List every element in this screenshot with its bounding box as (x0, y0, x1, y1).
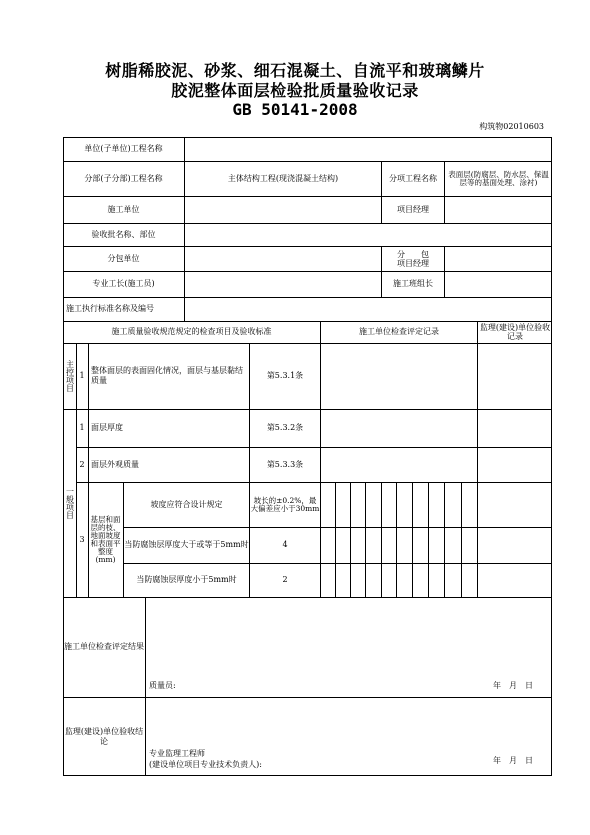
thick-lt5-desc: 当防腐蚀层厚度小于5mm时 (136, 575, 237, 584)
standard-label: 施工执行标准名称及编号 (66, 304, 154, 313)
construction-unit-label: 施工单位 (107, 204, 140, 214)
main-item-check-field[interactable] (321, 343, 477, 409)
unit-project-label: 单位(子单位)工程名称 (84, 144, 163, 153)
general-item-2-clause: 第5.3.3条 (266, 459, 304, 469)
unit-project-field[interactable] (185, 137, 552, 161)
item-project-value: 表面层(防腐层、防水层、保温层等的基面处理、涂衬) (448, 169, 549, 187)
supervisor-conclusion-label: 监理(建设)单位验收结论 (64, 726, 144, 746)
subcontract-manager-field[interactable] (445, 246, 552, 271)
supervisor-record-column-header: 监理(建设)单位验收记录 (479, 323, 551, 341)
title-line-2: 胶泥整体面层检验批质量验收记录 (171, 81, 419, 100)
subcontract-manager-label: 分 包 项目经理 (397, 249, 429, 268)
supervisor-engineer-label: 专业监理工程师 (149, 749, 205, 758)
supervisor-conclusion-field[interactable] (146, 698, 552, 748)
quality-inspector-label: 质量员: (149, 681, 176, 690)
subcontract-unit-field[interactable] (185, 246, 381, 271)
standard-code: GB 50141-2008 (232, 100, 358, 119)
general-item-2-no: 2 (79, 459, 85, 469)
thick-ge5-desc: 当防腐蚀层厚度大于或等于5mm时 (124, 540, 249, 549)
main-item-clause: 第5.3.1条 (266, 371, 304, 380)
record-code: 构筑物02010603 (479, 122, 544, 131)
general-item-2-desc: 面层外观质量 (91, 459, 139, 469)
sub-project-label: 分部(子分部)工程名称 (84, 173, 163, 183)
contractor-result-field[interactable] (146, 598, 552, 678)
project-manager-label: 项目经理 (397, 204, 429, 214)
contractor-date: 年 月 日 (493, 681, 533, 690)
main-item-supervisor-field[interactable] (478, 343, 552, 409)
main-item-desc: 整体面层的表面固化情况，面层与基层黏结质量 (91, 366, 243, 385)
batch-field[interactable] (185, 223, 552, 246)
general-item-1-clause: 第5.3.2条 (266, 423, 304, 432)
main-item-no: 1 (79, 371, 85, 380)
team-leader-field[interactable] (445, 271, 552, 297)
general-item-3-no: 3 (79, 534, 85, 544)
spec-column-header: 施工质量验收规范规定的检查项目及验收标准 (111, 327, 272, 336)
general-item-1-no: 1 (79, 423, 85, 432)
general-items-group-label: 一般项目 (65, 487, 75, 519)
thick-lt5-value: 2 (282, 575, 288, 584)
foreman-label: 专业工长(施工员) (92, 279, 155, 288)
subcontract-unit-label: 分包单位 (107, 253, 140, 263)
standard-field[interactable] (185, 297, 552, 321)
sub-project-value: 主体结构工程(现浇混凝土结构) (227, 173, 339, 183)
supervisor-engineer-sub-label: (建设单位项目专业技术负责人): (149, 760, 262, 769)
supervisor-date: 年 月 日 (493, 756, 533, 765)
slope-value: 坡长的±0.2%，最大偏差应小于30mm (250, 495, 320, 513)
slope-desc: 坡度应符合设计规定 (150, 499, 223, 509)
general-item-3-desc: 基层和面层的枝、地面坡度和表面平整度(mm) (90, 514, 121, 564)
contractor-check-column-header: 施工单位检查评定记录 (359, 327, 439, 336)
foreman-field[interactable] (185, 271, 381, 297)
general-item-1-desc: 面层厚度 (91, 423, 123, 432)
construction-unit-field[interactable] (185, 196, 381, 223)
team-leader-label: 施工班组长 (393, 279, 433, 288)
item-project-label: 分项工程名称 (389, 173, 437, 183)
batch-label: 验收批名称、部位 (91, 229, 156, 239)
project-manager-field[interactable] (445, 196, 552, 223)
thick-ge5-value: 4 (282, 540, 288, 549)
main-items-group-label: 主控项目 (65, 360, 75, 392)
title-line-1: 树脂稀胶泥、砂浆、细石混凝土、自流平和玻璃鳞片 (105, 61, 485, 80)
contractor-result-label: 施工单位检查评定结果 (64, 642, 144, 651)
record-form-table (63, 137, 552, 769)
